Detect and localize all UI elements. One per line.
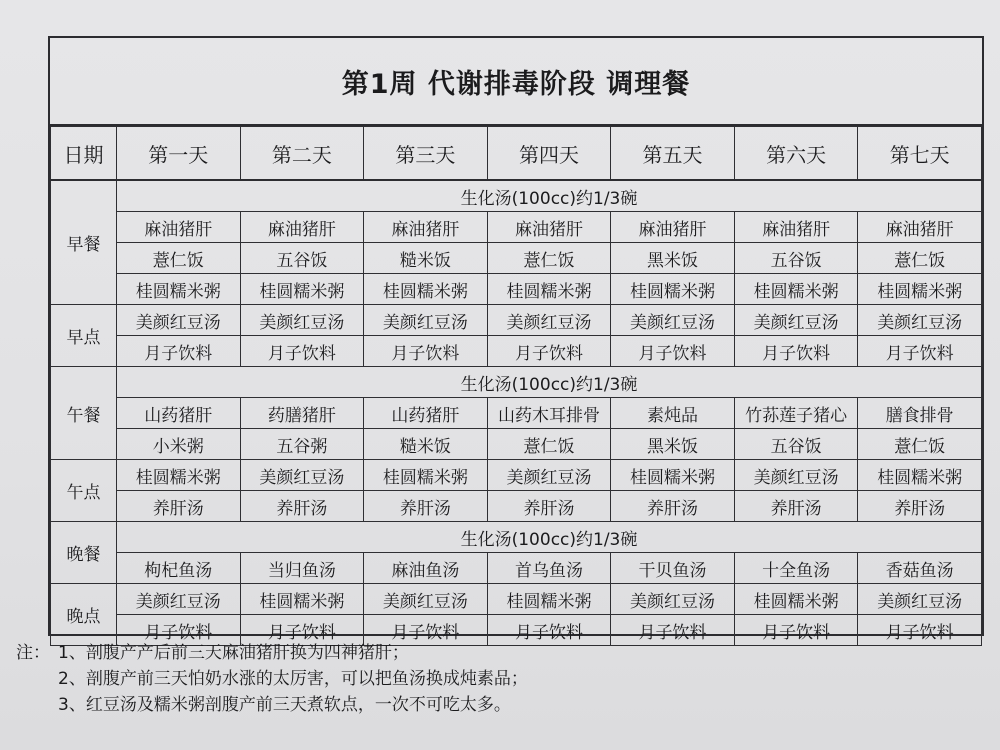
page-title: 第1周 代谢排毒阶段 调理餐 [341,68,691,100]
menu-cell: 月子饮料 [364,336,488,367]
notes-section [16,640,986,718]
menu-cell: 美颜红豆汤 [858,305,982,336]
menu-cell: 薏仁饭 [858,243,982,274]
table-row [51,460,982,491]
menu-cell: 养肝汤 [240,491,364,522]
menu-cell: 糙米饭 [364,429,488,460]
menu-cell: 美颜红豆汤 [611,305,735,336]
menu-cell: 桂圆糯米粥 [240,584,364,615]
meal-plan-table [50,126,982,646]
menu-cell: 五谷饭 [734,429,858,460]
note-text: 3、红豆汤及糯米粥剖腹产前三天煮软点，一次不可吃太多。 [58,695,511,715]
menu-cell: 月子饮料 [240,336,364,367]
menu-cell: 十全鱼汤 [734,553,858,584]
day-header: 第六天 [734,127,858,181]
table-row [51,274,982,305]
date-header: 日期 [51,127,117,181]
table-row [51,180,982,212]
menu-cell: 美颜红豆汤 [240,305,364,336]
menu-cell: 月子饮料 [858,336,982,367]
menu-cell: 枸杞鱼汤 [117,553,241,584]
menu-cell: 麻油猪肝 [117,212,241,243]
meal-label-lunch: 午餐 [51,367,117,460]
menu-cell: 美颜红豆汤 [611,584,735,615]
table-row [51,491,982,522]
menu-cell: 美颜红豆汤 [240,460,364,491]
menu-cell: 小米粥 [117,429,241,460]
menu-cell: 美颜红豆汤 [858,584,982,615]
menu-cell: 月子饮料 [734,336,858,367]
menu-cell: 麻油猪肝 [364,212,488,243]
meal-plan-sheet [48,36,984,643]
menu-cell: 养肝汤 [734,491,858,522]
table-row [51,212,982,243]
menu-cell: 药膳猪肝 [240,398,364,429]
meal-label-dinner: 晚餐 [51,522,117,584]
note-text: 2、剖腹产前三天怕奶水涨的太厉害，可以把鱼汤换成炖素品； [58,669,528,689]
menu-cell: 麻油猪肝 [240,212,364,243]
menu-cell: 桂圆糯米粥 [487,584,611,615]
menu-cell: 山药猪肝 [117,398,241,429]
menu-cell: 薏仁饭 [487,243,611,274]
menu-cell: 月子饮料 [240,615,364,646]
menu-cell: 麻油鱼汤 [364,553,488,584]
note-line [16,640,986,666]
table-row [51,553,982,584]
menu-cell: 素炖品 [611,398,735,429]
menu-cell: 月子饮料 [611,336,735,367]
table-row [51,305,982,336]
menu-cell: 薏仁饭 [117,243,241,274]
meal-label-afternoon-snack: 午点 [51,460,117,522]
menu-cell: 桂圆糯米粥 [117,460,241,491]
menu-cell: 美颜红豆汤 [364,584,488,615]
menu-cell: 桂圆糯米粥 [364,460,488,491]
meal-label-morning-snack: 早点 [51,305,117,367]
menu-cell: 养肝汤 [364,491,488,522]
menu-cell: 黑米饭 [611,243,735,274]
meal-label-evening-snack: 晚点 [51,584,117,646]
menu-cell: 桂圆糯米粥 [611,460,735,491]
menu-cell: 桂圆糯米粥 [734,584,858,615]
table-row [51,367,982,398]
menu-cell: 养肝汤 [487,491,611,522]
day-header: 第二天 [240,127,364,181]
menu-cell: 五谷饭 [734,243,858,274]
menu-cell: 香菇鱼汤 [858,553,982,584]
table-row [51,522,982,553]
menu-cell: 麻油猪肝 [734,212,858,243]
menu-cell: 五谷饭 [240,243,364,274]
menu-cell: 月子饮料 [611,615,735,646]
meal-label-breakfast: 早餐 [51,180,117,305]
menu-cell: 膳食排骨 [858,398,982,429]
menu-cell: 月子饮料 [117,615,241,646]
menu-cell: 桂圆糯米粥 [487,274,611,305]
menu-cell: 桂圆糯米粥 [734,274,858,305]
day-header: 第五天 [611,127,735,181]
menu-cell: 月子饮料 [858,615,982,646]
menu-cell: 麻油猪肝 [611,212,735,243]
menu-cell: 当归鱼汤 [240,553,364,584]
day-header: 第一天 [117,127,241,181]
menu-cell: 美颜红豆汤 [364,305,488,336]
menu-cell: 薏仁饭 [487,429,611,460]
menu-cell: 桂圆糯米粥 [611,274,735,305]
menu-cell: 月子饮料 [487,336,611,367]
note-line [16,666,986,692]
soup-note: 生化汤(100cc)约1/3碗 [117,367,982,398]
menu-cell: 养肝汤 [611,491,735,522]
menu-cell: 桂圆糯米粥 [117,274,241,305]
table-row [51,584,982,615]
menu-cell: 竹荪莲子猪心 [734,398,858,429]
menu-cell: 黑米饭 [611,429,735,460]
menu-cell: 首乌鱼汤 [487,553,611,584]
menu-cell: 麻油猪肝 [858,212,982,243]
menu-cell: 月子饮料 [734,615,858,646]
menu-cell: 麻油猪肝 [487,212,611,243]
notes-prefix: 注： [16,643,50,663]
table-row [51,243,982,274]
title-row [50,38,982,126]
menu-cell: 美颜红豆汤 [487,460,611,491]
menu-cell: 薏仁饭 [858,429,982,460]
menu-cell: 养肝汤 [858,491,982,522]
table-row [51,429,982,460]
menu-cell: 月子饮料 [487,615,611,646]
day-header: 第三天 [364,127,488,181]
table-row [51,336,982,367]
menu-cell: 五谷粥 [240,429,364,460]
note-line [16,692,986,718]
menu-cell: 月子饮料 [364,615,488,646]
menu-cell: 养肝汤 [117,491,241,522]
soup-note: 生化汤(100cc)约1/3碗 [117,522,982,553]
table-row [51,398,982,429]
header-row [51,127,982,181]
menu-cell: 干贝鱼汤 [611,553,735,584]
menu-cell: 美颜红豆汤 [734,460,858,491]
day-header: 第七天 [858,127,982,181]
menu-cell: 美颜红豆汤 [487,305,611,336]
note-text: 1、剖腹产产后前三天麻油猪肝换为四神猪肝； [58,643,409,663]
menu-cell: 桂圆糯米粥 [364,274,488,305]
day-header: 第四天 [487,127,611,181]
menu-cell: 美颜红豆汤 [734,305,858,336]
menu-cell: 山药木耳排骨 [487,398,611,429]
menu-cell: 月子饮料 [117,336,241,367]
menu-cell: 山药猪肝 [364,398,488,429]
menu-cell: 美颜红豆汤 [117,305,241,336]
menu-cell: 桂圆糯米粥 [858,460,982,491]
soup-note: 生化汤(100cc)约1/3碗 [117,180,982,212]
menu-cell: 美颜红豆汤 [117,584,241,615]
menu-cell: 糙米饭 [364,243,488,274]
menu-cell: 桂圆糯米粥 [240,274,364,305]
menu-cell: 桂圆糯米粥 [858,274,982,305]
